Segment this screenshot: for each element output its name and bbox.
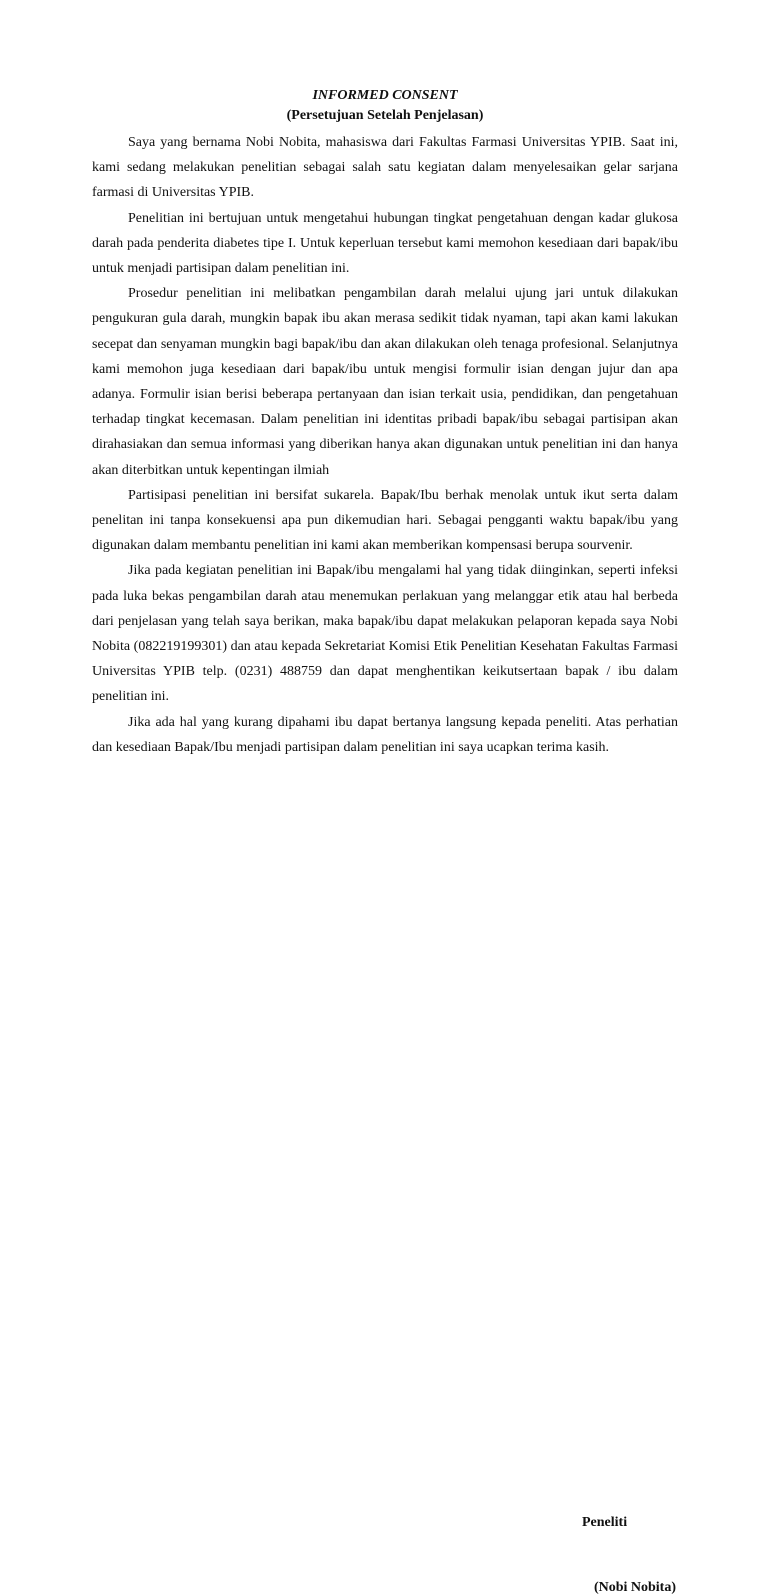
paragraph-purpose: Penelitian ini bertujuan untuk mengetahui hubungan tingkat pengetahuan dengan kadar glukosa darah pada penderita diabetes tipe I. Untuk keperluan tersebut kami memohon kesediaan dari bapak/ibu untuk menjadi partisipan dalam penelitian ini. bbox=[92, 210, 678, 277]
document-page bbox=[92, 86, 678, 1596]
signer-name: (Nobi Nobita) bbox=[593, 1580, 676, 1596]
signer-role: Peneliti bbox=[582, 1515, 628, 1531]
document-subtitle: (Persetujuan Setelah Penjelasan) bbox=[286, 108, 484, 123]
paragraph-closing: Jika ada hal yang kurang dipahami ibu dapat bertanya langsung kepada peneliti. Atas perhatian dan kesediaan Bapak/Ibu menjadi partisipan dalam penelitian ini saya ucapkan terima kasih. bbox=[92, 714, 678, 755]
paragraph-participation: Partisipasi penelitian ini bersifat sukarela. Bapak/Ibu berhak menolak untuk ikut serta dalam penelitan ini tanpa konsekuensi apa pun dikemudian hari. Sebagai pengganti waktu bapak/ibu yang digunakan dalam membantu penelitian ini kami akan memberikan kompensasi berupa sourvenir. bbox=[92, 487, 678, 554]
paragraph-reporting: Jika pada kegiatan penelitian ini Bapak/ibu mengalami hal yang tidak diinginkan, seperti infeksi pada luka bekas pengambilan darah atau menemukan perlakuan yang melanggar etik atau hal berbeda dari penjelasan yang telah saya berikan, maka bapak/ibu dapat melakukan pelaporan kepada saya Nobi Nobita (082219199301) dan atau kepada Sekretariat Komisi Etik Penelitian Kesehatan Fakultas Farmasi Universitas YPIB telp. (0231) 488759 dan dapat menghentikan keikutsertaan bapak / ibu dalam penelitian ini. bbox=[92, 563, 678, 705]
paragraph-intro: Saya yang bernama Nobi Nobita, mahasiswa dari Fakultas Farmasi Universitas YPIB. Saat ini, kami sedang melakukan penelitian sebagai salah satu kegiatan dalam menyelesaikan gelar sarjana farmasi di Universitas YPIB. bbox=[92, 135, 678, 201]
paragraph-procedure: Prosedur penelitian ini melibatkan pengambilan darah melalui ujung jari untuk dilakukan pengukuran gula darah, mungkin bapak ibu akan merasa sedikit tidak nyaman, tapi akan kami lakukan secepat dan senyaman mungkin bagi bapak/ibu dan akan dilakukan oleh tenaga profesional. Selanjutnya kami memohon juga kesediaan dari bapak/ibu untuk mengisi formulir isian dengan jujur dan apa adanya. Formulir isian berisi beberapa pertanyaan dan isian terkait usia, pendidikan, dan pengetahuan terhadap tingkat kecemasan. Dalam penelitian ini identitas pribadi bapak/ibu sebagai partisipan akan dirahasiakan dan semua informasi yang diberikan hanya akan digunakan untuk penelitian ini dan hanya akan diterbitkan untuk kepentingan ilmiah bbox=[92, 286, 678, 478]
document-title: INFORMED CONSENT bbox=[312, 88, 458, 103]
